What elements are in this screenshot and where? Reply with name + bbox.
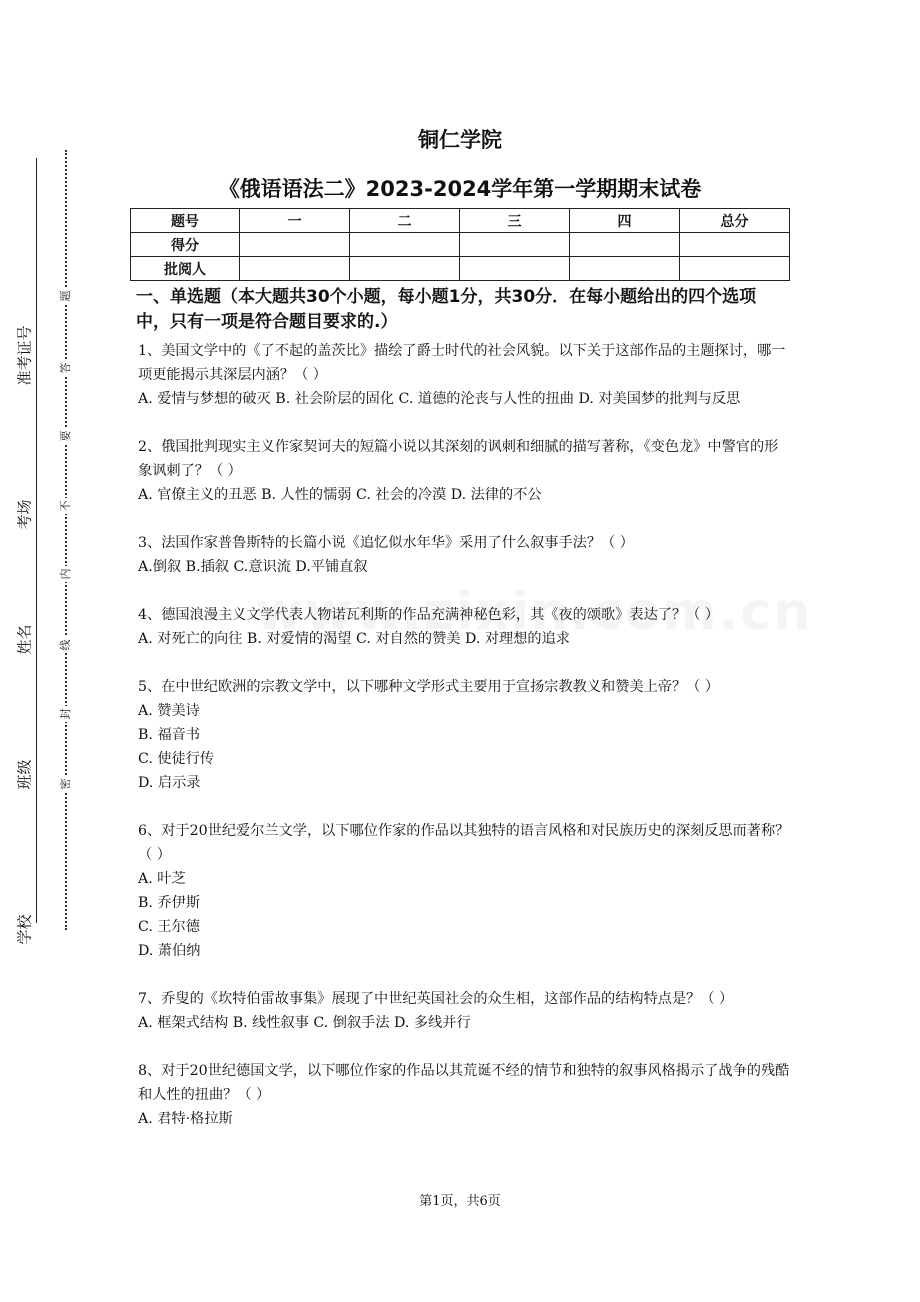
seal-char: 封 bbox=[58, 706, 74, 722]
binding-label-school: 学校 bbox=[15, 914, 34, 945]
question-stem: 6、对于20世纪爱尔兰文学，以下哪位作家的作品以其独特的语言风格和对民族历史的深刻反思而著称？（ ） bbox=[138, 823, 790, 863]
score-cell[interactable] bbox=[460, 233, 570, 257]
exam-title: 《俄语语法二》2023-2024学年第一学期期末试卷 bbox=[218, 177, 702, 201]
binding-solid-line bbox=[36, 158, 37, 923]
option-a: A. 赞美诗 bbox=[138, 703, 200, 719]
question-5 bbox=[138, 675, 790, 795]
binding-dotted-line bbox=[65, 150, 67, 930]
score-row-label: 得分 bbox=[131, 233, 240, 257]
binding-label-exam-room: 考场 bbox=[15, 499, 34, 530]
binding-label-name: 姓名 bbox=[15, 624, 34, 655]
score-table-header-row bbox=[131, 209, 790, 233]
seal-char: 内 bbox=[58, 566, 74, 582]
seal-char: 不 bbox=[58, 498, 74, 514]
option-b: B. 乔伊斯 bbox=[138, 895, 201, 911]
question-8 bbox=[138, 1059, 790, 1131]
score-table-row bbox=[131, 257, 790, 281]
score-row-label: 批阅人 bbox=[131, 257, 240, 281]
binding-label-exam-number: 准考证号 bbox=[15, 325, 34, 386]
question-7 bbox=[138, 987, 790, 1035]
score-cell[interactable] bbox=[680, 257, 790, 281]
score-cell[interactable] bbox=[350, 233, 460, 257]
page-footer: 第1页，共6页 bbox=[419, 1194, 501, 1209]
option-c: C. 王尔德 bbox=[138, 919, 200, 935]
seal-char: 线 bbox=[58, 637, 74, 653]
question-1 bbox=[138, 339, 790, 411]
option-d: D. 启示录 bbox=[138, 775, 201, 791]
score-table bbox=[130, 208, 790, 281]
option-b: B. 福音书 bbox=[138, 727, 201, 743]
question-stem: 8、对于20世纪德国文学，以下哪位作家的作品以其荒诞不经的情节和独特的叙事风格揭示了战争的残酷和人性的扭曲？（ ） bbox=[138, 1063, 790, 1103]
school-title: 铜仁学院 bbox=[418, 128, 502, 152]
option-a: A. 君特·格拉斯 bbox=[138, 1111, 233, 1127]
question-6 bbox=[138, 819, 790, 963]
score-header-cell: 三 bbox=[460, 209, 570, 233]
question-options: A. 官僚主义的丑恶 B. 人性的懦弱 C. 社会的冷漠 D. 法律的不公 bbox=[138, 487, 542, 503]
question-options: A. 对死亡的向往 B. 对爱情的渴望 C. 对自然的赞美 D. 对理想的追求 bbox=[138, 631, 570, 647]
question-stem: 4、德国浪漫主义文学代表人物诺瓦利斯的作品充满神秘色彩，其《夜的颂歌》表达了？（ ） bbox=[138, 607, 720, 623]
score-cell[interactable] bbox=[570, 257, 680, 281]
score-header-cell: 二 bbox=[350, 209, 460, 233]
question-stem: 2、俄国批判现实主义作家契诃夫的短篇小说以其深刻的讽刺和细腻的描写著称，《变色龙》中警官的形象讽刺了？（ ） bbox=[138, 439, 779, 479]
question-stem: 1、美国文学中的《了不起的盖茨比》描绘了爵士时代的社会风貌。以下关于这部作品的主题探讨，哪一项更能揭示其深层内涵？（ ） bbox=[138, 343, 786, 383]
question-options: A. 爱情与梦想的破灭 B. 社会阶层的固化 C. 道德的沦丧与人性的扭曲 D. 对美国梦的批判与反思 bbox=[138, 391, 741, 407]
score-cell[interactable] bbox=[350, 257, 460, 281]
score-table-row bbox=[131, 233, 790, 257]
score-header-cell: 总分 bbox=[680, 209, 790, 233]
question-options: A. 框架式结构 B. 线性叙事 C. 倒叙手法 D. 多线并行 bbox=[138, 1015, 471, 1031]
option-c: C. 使徒行传 bbox=[138, 751, 215, 767]
question-2 bbox=[138, 435, 790, 507]
question-stem: 3、法国作家普鲁斯特的长篇小说《追忆似水年华》采用了什么叙事手法？（ ） bbox=[138, 535, 634, 551]
score-header-cell: 四 bbox=[570, 209, 680, 233]
score-cell[interactable] bbox=[460, 257, 570, 281]
seal-char: 题 bbox=[58, 288, 74, 304]
question-options: A.倒叙 B.插叙 C.意识流 D.平铺直叙 bbox=[138, 559, 368, 575]
question-stem: 7、乔叟的《坎特伯雷故事集》展现了中世纪英国社会的众生相，这部作品的结构特点是？（ ） bbox=[138, 991, 734, 1007]
exam-content bbox=[138, 285, 790, 1131]
binding-label-class: 班级 bbox=[15, 759, 34, 790]
score-cell[interactable] bbox=[240, 233, 350, 257]
score-cell[interactable] bbox=[240, 257, 350, 281]
question-stem: 5、在中世纪欧洲的宗教文学中，以下哪种文学形式主要用于宣扬宗教教义和赞美上帝？（ ） bbox=[138, 679, 720, 695]
seal-char: 密 bbox=[58, 776, 74, 792]
question-3 bbox=[138, 531, 790, 579]
seal-char: 要 bbox=[58, 428, 74, 444]
seal-char: 答 bbox=[58, 360, 74, 376]
section-heading: 一、单选题（本大题共30个小题，每小题1分，共30分．在每小题给出的四个选项中，只有一项是符合题目要求的.） bbox=[136, 287, 757, 332]
option-a: A. 叶芝 bbox=[138, 871, 186, 887]
score-header-cell: 一 bbox=[240, 209, 350, 233]
binding-margin bbox=[0, 0, 90, 1302]
score-cell[interactable] bbox=[680, 233, 790, 257]
question-4 bbox=[138, 603, 790, 651]
score-header-cell: 题号 bbox=[131, 209, 240, 233]
score-cell[interactable] bbox=[570, 233, 680, 257]
option-d: D. 萧伯纳 bbox=[138, 943, 201, 959]
